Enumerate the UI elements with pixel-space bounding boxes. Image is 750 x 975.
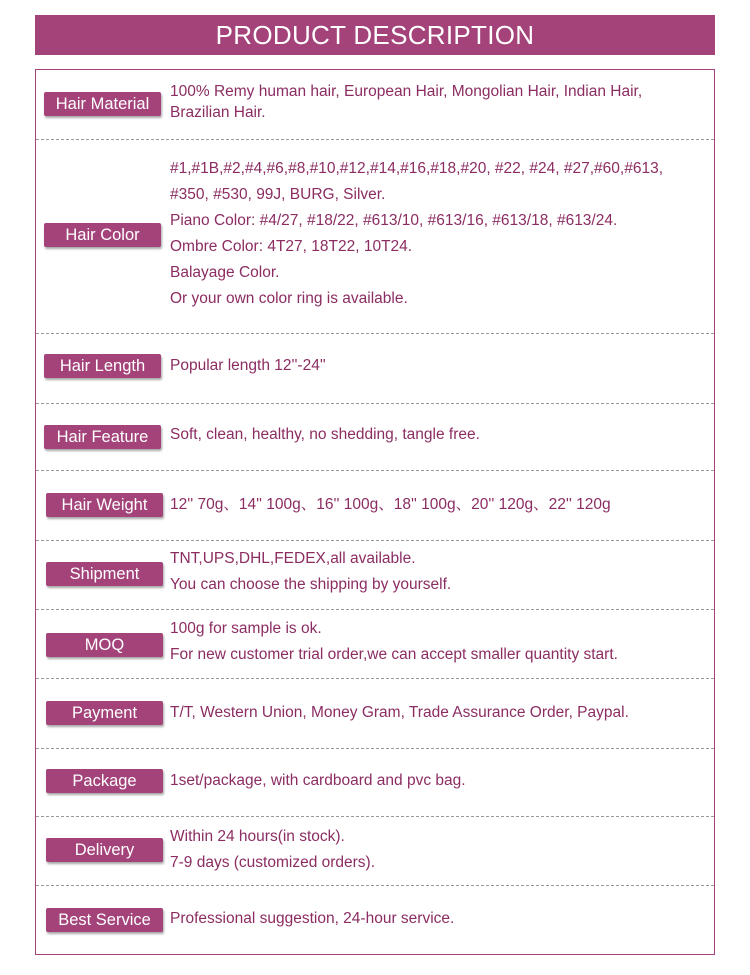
text-line: Ombre Color: 4T27, 18T22, 10T24. bbox=[170, 238, 413, 255]
label-best-service: Best Service bbox=[46, 908, 163, 932]
text-line: #350, #530, 99J, BURG, Silver. bbox=[170, 186, 386, 203]
value-hair-length bbox=[170, 353, 710, 379]
text-line: 100% Remy human hair, European Hair, Mongolian Hair, Indian Hair, bbox=[170, 83, 643, 100]
text-line: 1set/package, with cardboard and pvc bag. bbox=[170, 772, 466, 789]
text-line: Or your own color ring is available. bbox=[170, 290, 408, 307]
text-line: 100g for sample is ok. bbox=[170, 620, 322, 637]
value-hair-material bbox=[170, 81, 710, 123]
label-moq: MOQ bbox=[46, 633, 163, 657]
text-line: T/T, Western Union, Money Gram, Trade Assurance Order, Paypal. bbox=[170, 704, 629, 721]
value-delivery bbox=[170, 824, 710, 876]
text-line: For new customer trial order,we can accept smaller quantity start. bbox=[170, 646, 618, 663]
label-payment: Payment bbox=[46, 701, 163, 725]
row-divider bbox=[36, 540, 714, 541]
row-divider bbox=[36, 609, 714, 610]
value-hair-color bbox=[170, 156, 710, 312]
label-hair-material: Hair Material bbox=[44, 92, 161, 116]
row-divider bbox=[36, 678, 714, 679]
text-line: Brazilian Hair. bbox=[170, 104, 266, 121]
value-hair-feature bbox=[170, 422, 710, 448]
label-package: Package bbox=[46, 769, 163, 793]
row-divider bbox=[36, 816, 714, 817]
row-divider bbox=[36, 885, 714, 886]
label-delivery: Delivery bbox=[46, 838, 163, 862]
text-line: #1,#1B,#2,#4,#6,#8,#10,#12,#14,#16,#18,#20, #22, #24, #27,#60,#613, bbox=[170, 160, 664, 177]
text-line: Balayage Color. bbox=[170, 264, 280, 281]
row-divider bbox=[36, 748, 714, 749]
text-line: Popular length 12''-24'' bbox=[170, 357, 326, 374]
value-package bbox=[170, 768, 710, 794]
label-hair-color: Hair Color bbox=[44, 223, 161, 247]
text-line: TNT,UPS,DHL,FEDEX,all available. bbox=[170, 550, 416, 567]
label-hair-feature: Hair Feature bbox=[44, 425, 161, 449]
text-line: Soft, clean, healthy, no shedding, tangle free. bbox=[170, 426, 480, 443]
text-line: You can choose the shipping by yourself. bbox=[170, 576, 452, 593]
value-payment bbox=[170, 700, 710, 726]
row-divider bbox=[36, 403, 714, 404]
value-moq bbox=[170, 616, 710, 668]
description-table bbox=[35, 69, 715, 955]
row-divider bbox=[36, 470, 714, 471]
text-line: 7-9 days (customized orders). bbox=[170, 854, 376, 871]
text-line: Professional suggestion, 24-hour service. bbox=[170, 910, 455, 927]
row-divider bbox=[36, 139, 714, 140]
label-shipment: Shipment bbox=[46, 562, 163, 586]
value-shipment bbox=[170, 546, 710, 598]
text-line: Within 24 hours(in stock). bbox=[170, 828, 345, 845]
row-divider bbox=[36, 333, 714, 334]
label-hair-length: Hair Length bbox=[44, 354, 161, 378]
text-line: Piano Color: #4/27, #18/22, #613/10, #613/16, #613/18, #613/24. bbox=[170, 212, 618, 229]
page-title: PRODUCT DESCRIPTION bbox=[35, 15, 715, 55]
value-hair-weight bbox=[170, 492, 710, 518]
text-line: 12'' 70g、14'' 100g、16'' 100g、18'' 100g、20'' 120g、22'' 120g bbox=[170, 496, 611, 513]
label-hair-weight: Hair Weight bbox=[46, 493, 163, 517]
value-best-service bbox=[170, 906, 710, 932]
